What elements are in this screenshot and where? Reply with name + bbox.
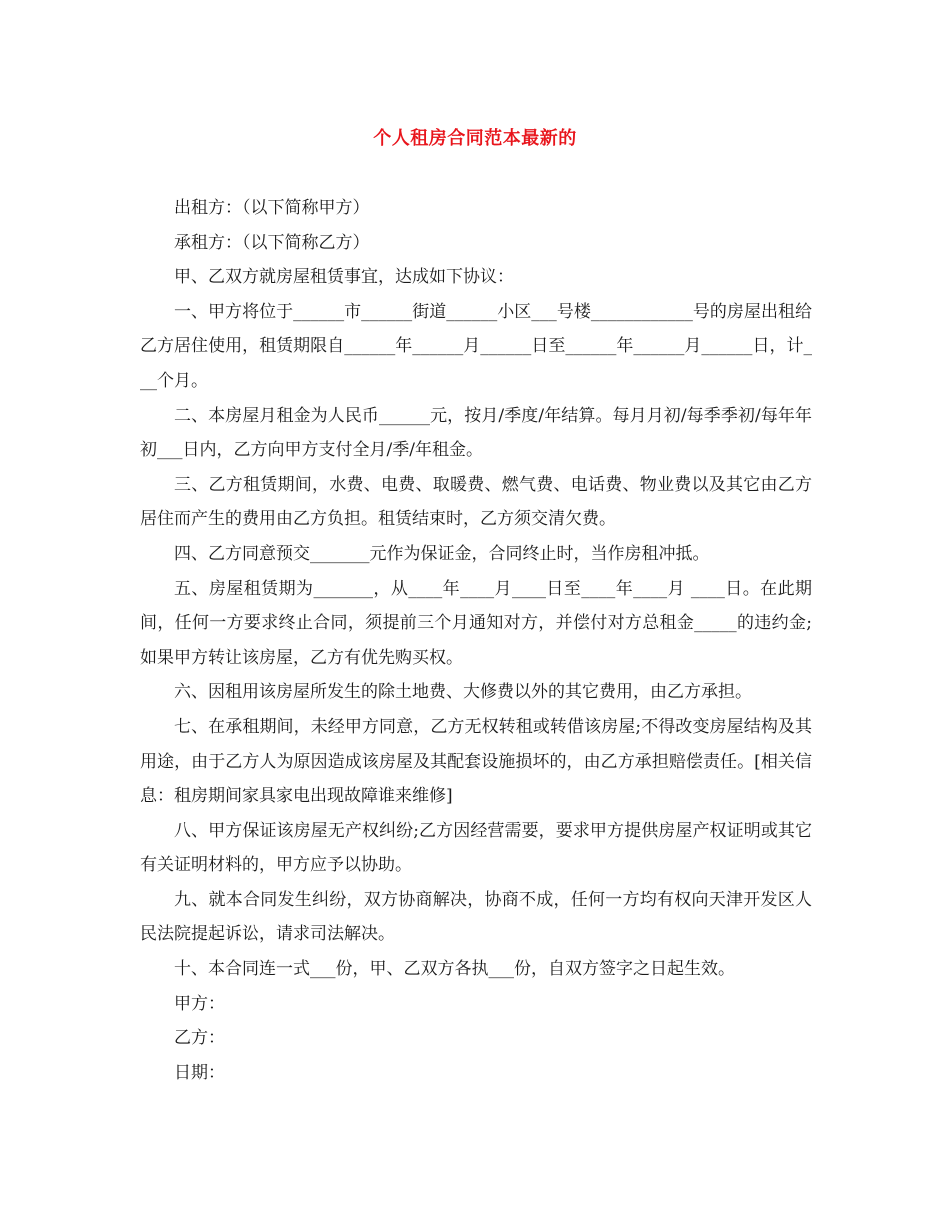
paragraph-clause-4: 四、乙方同意预交_______元作为保证金，合同终止时，当作房租冲抵。 [174, 543, 710, 564]
signature-party-a: 甲方： [174, 993, 225, 1014]
paragraph-clause-6: 六、因租用该房屋所发生的除土地费、大修费以外的其它费用，由乙方承担。 [174, 682, 752, 703]
paragraph-intro: 甲、乙双方就房屋租赁事宜，达成如下协议： [174, 267, 514, 288]
signature-party-b: 乙方： [174, 1028, 225, 1049]
paragraph-clause-9: 九、就本合同发生纠纷，双方协商解决，协商不成，任何一方均有权向天津开发区人民法院提起诉讼，请求司法解决。 [140, 889, 812, 945]
document-title: 个人租房合同范本最新的 [373, 128, 577, 149]
signature-date: 日期： [174, 1062, 225, 1083]
paragraph-clause-8: 八、甲方保证该房屋无产权纠纷;乙方因经营需要，要求甲方提供房屋产权证明或其它有关证明材料的，甲方应予以协助。 [140, 820, 812, 876]
paragraph-clause-1: 一、甲方将位于______市______街道______小区___号楼____________号的房屋出租给乙方居住使用，租赁期限自______年______月______日至______年______月______日，计___个月。 [140, 301, 812, 391]
document-body [140, 191, 812, 1090]
paragraph-clause-7: 七、在承租期间，未经甲方同意，乙方无权转租或转借该房屋;不得改变房屋结构及其用途，由于乙方人为原因造成该房屋及其配套设施损坏的，由乙方承担赔偿责任。[相关信息：租房期间家具家电出现故障谁来维修] [140, 716, 812, 807]
paragraph-clause-3: 三、乙方租赁期间，水费、电费、取暖费、燃气费、电话费、物业费以及其它由乙方居住而产生的费用由乙方负担。租赁结束时，乙方须交清欠费。 [140, 474, 812, 530]
paragraph-lessor: 出租方：（以下简称甲方） [174, 198, 370, 218]
paragraph-lessee: 承租方：（以下简称乙方） [174, 232, 370, 253]
paragraph-clause-10: 十、本合同连一式___份，甲、乙双方各执___份，自双方签字之日起生效。 [174, 959, 735, 980]
paragraph-clause-5: 五、房屋租赁期为_______，从____年____月____日至____年____月 ____日。在此期间，任何一方要求终止合同，须提前三个月通知对方，并偿付对方总租金_____的违约金;如果甲方转让该房屋，乙方有优先购买权。 [140, 578, 812, 668]
paragraph-clause-2: 二、本房屋月租金为人民币______元，按月/季度/年结算。每月月初/每季季初/每年年初___日内，乙方向甲方支付全月/季/年租金。 [140, 405, 812, 461]
